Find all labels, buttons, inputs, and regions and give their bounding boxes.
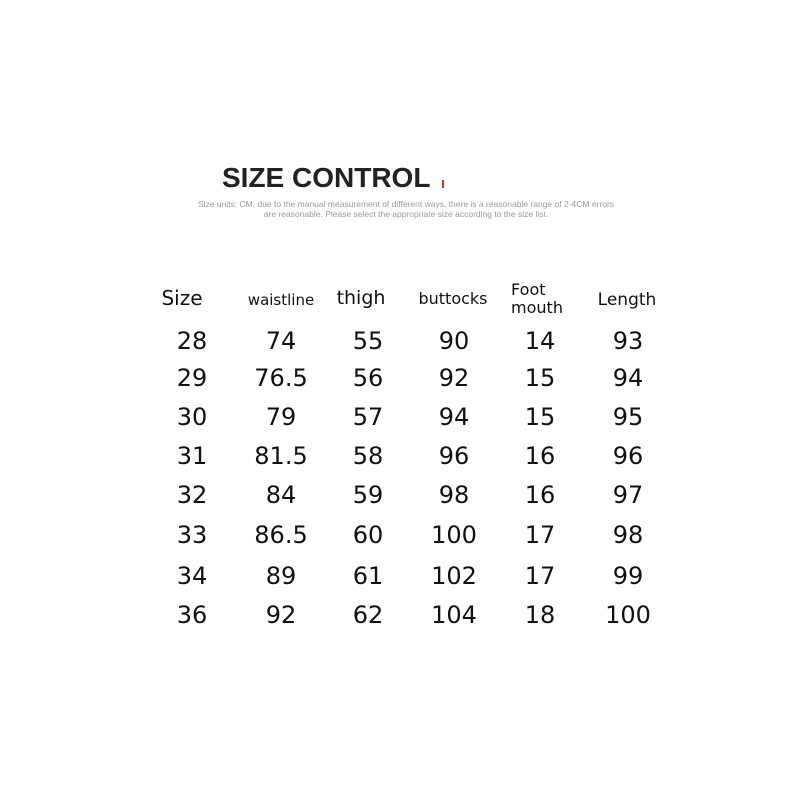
cell-size: 29 xyxy=(176,364,208,392)
cell-size: 30 xyxy=(176,403,208,431)
page-title: SIZE CONTROL xyxy=(222,162,431,193)
cell-thigh: 56 xyxy=(352,364,384,392)
column-header-thigh: thigh xyxy=(336,287,386,309)
cell-waistline: 86.5 xyxy=(254,521,308,549)
cell-waistline: 89 xyxy=(265,562,297,590)
cell-thigh: 62 xyxy=(352,601,384,629)
cell-foot-mouth: 16 xyxy=(524,442,556,470)
cell-size: 33 xyxy=(176,521,208,549)
cell-thigh: 61 xyxy=(352,562,384,590)
cell-waistline: 84 xyxy=(265,481,297,509)
cell-buttocks: 100 xyxy=(431,521,477,549)
cell-thigh: 60 xyxy=(352,521,384,549)
cell-foot-mouth: 15 xyxy=(524,364,556,392)
column-header-foot-mouth-line-2: mouth xyxy=(511,298,563,317)
cell-thigh: 59 xyxy=(352,481,384,509)
cell-size: 31 xyxy=(176,442,208,470)
cell-size: 32 xyxy=(176,481,208,509)
cell-length: 94 xyxy=(612,364,644,392)
cell-length: 98 xyxy=(612,521,644,549)
column-header-size: Size xyxy=(161,286,203,310)
cell-length: 99 xyxy=(612,562,644,590)
cell-waistline: 92 xyxy=(265,601,297,629)
cell-size: 28 xyxy=(176,327,208,355)
cell-waistline: 74 xyxy=(265,327,297,355)
cell-buttocks: 104 xyxy=(431,601,477,629)
cell-foot-mouth: 17 xyxy=(524,521,556,549)
cell-foot-mouth: 15 xyxy=(524,403,556,431)
cell-foot-mouth: 16 xyxy=(524,481,556,509)
cell-buttocks: 102 xyxy=(431,562,477,590)
cell-length: 95 xyxy=(612,403,644,431)
cell-buttocks: 90 xyxy=(438,327,470,355)
cell-waistline: 81.5 xyxy=(254,442,308,470)
cell-length: 100 xyxy=(605,601,651,629)
cell-buttocks: 96 xyxy=(438,442,470,470)
column-header-buttocks: buttocks xyxy=(418,289,488,308)
cell-foot-mouth: 14 xyxy=(524,327,556,355)
cell-thigh: 55 xyxy=(352,327,384,355)
column-header-waistline: waistline xyxy=(247,291,315,309)
column-header-foot-mouth-line-1: Foot xyxy=(511,280,546,299)
cell-length: 97 xyxy=(612,481,644,509)
size-note-line-1: Size units: CM, due to the manual measurement of different ways, there is a reasonable range of 2-4CM errors xyxy=(197,199,615,209)
column-header-length: Length xyxy=(597,290,657,310)
cell-buttocks: 92 xyxy=(438,364,470,392)
cell-size: 34 xyxy=(176,562,208,590)
size-note-line-2: are reasonable. Please select the appropriate size according to the size list. xyxy=(263,209,549,219)
cell-waistline: 79 xyxy=(265,403,297,431)
cell-buttocks: 98 xyxy=(438,481,470,509)
cell-length: 93 xyxy=(612,327,644,355)
cell-waistline: 76.5 xyxy=(254,364,308,392)
cell-foot-mouth: 18 xyxy=(524,601,556,629)
cell-buttocks: 94 xyxy=(438,403,470,431)
cell-thigh: 58 xyxy=(352,442,384,470)
cell-size: 36 xyxy=(176,601,208,629)
column-header-foot-mouth xyxy=(511,281,563,317)
cell-thigh: 57 xyxy=(352,403,384,431)
cell-foot-mouth: 17 xyxy=(524,562,556,590)
cell-length: 96 xyxy=(612,442,644,470)
